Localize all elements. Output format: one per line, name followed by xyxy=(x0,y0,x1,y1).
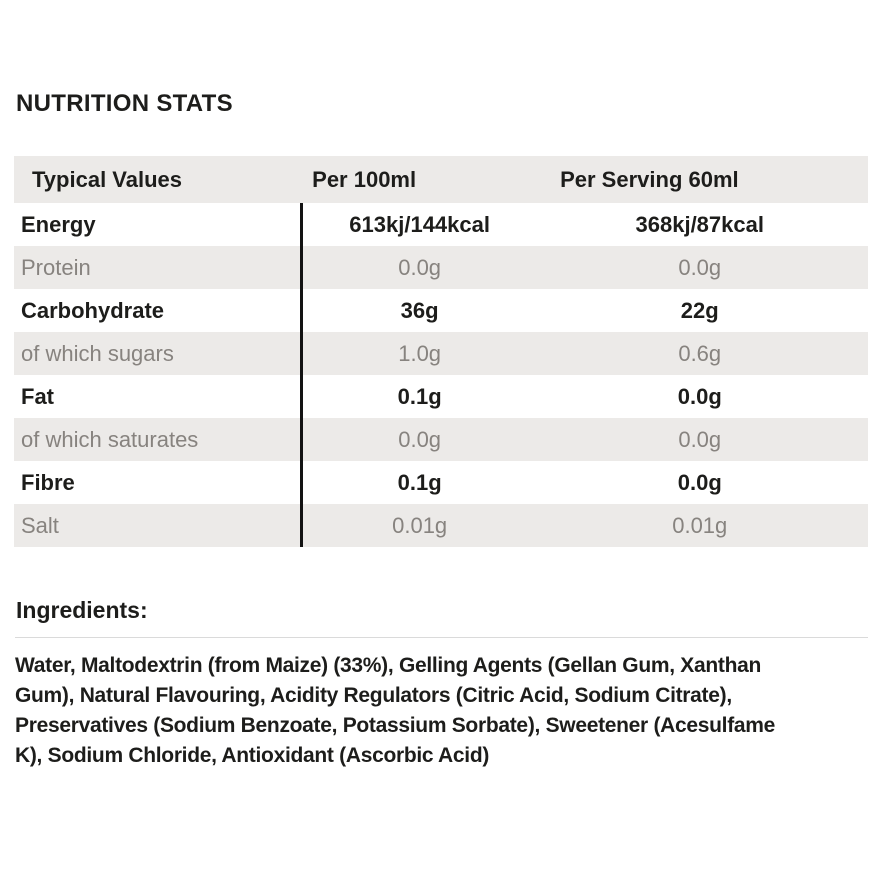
ingredients-heading: Ingredients: xyxy=(16,597,148,623)
row-label: Protein xyxy=(21,255,91,280)
ingredients-text xyxy=(15,651,871,771)
table-row xyxy=(14,289,868,332)
row-value-per-100ml: 0.1g xyxy=(397,384,442,409)
row-value-per-serving: 0.6g xyxy=(678,341,722,366)
row-value-per-100ml: 0.01g xyxy=(392,513,448,538)
nutrition-table xyxy=(14,156,868,547)
ingredients-line: Water, Maltodextrin (from Maize) (33%), Gelling Agents (Gellan Gum, Xanthan xyxy=(15,654,762,677)
table-header-row xyxy=(14,156,868,203)
table-row xyxy=(14,203,868,246)
ingredients-line: Preservatives (Sodium Benzoate, Potassium Sorbate), Sweetener (Acesulfame xyxy=(15,714,776,737)
row-value-per-serving: 0.0g xyxy=(677,470,722,495)
table-row xyxy=(14,418,868,461)
header-per-serving-60ml: Per Serving 60ml xyxy=(560,167,739,192)
row-value-per-100ml: 0.1g xyxy=(397,470,442,495)
row-label: of which saturates xyxy=(21,427,199,452)
column-divider-line xyxy=(300,203,303,547)
header-typical-values: Typical Values xyxy=(32,167,183,192)
row-label: Fat xyxy=(21,384,54,409)
row-value-per-serving: 22g xyxy=(680,298,719,323)
row-label: Energy xyxy=(21,212,96,237)
row-value-per-serving: 0.0g xyxy=(678,255,722,280)
row-label: of which sugars xyxy=(21,341,174,366)
row-label: Fibre xyxy=(21,470,75,495)
row-value-per-serving: 368kj/87kcal xyxy=(635,212,764,237)
ingredients-line: K), Sodium Chloride, Antioxidant (Ascorbic Acid) xyxy=(15,744,490,767)
table-row xyxy=(14,332,868,375)
table-row xyxy=(14,461,868,504)
row-value-per-serving: 0.0g xyxy=(677,384,722,409)
header-per-100ml: Per 100ml xyxy=(312,167,417,192)
row-value-per-100ml: 613kj/144kcal xyxy=(349,212,490,237)
row-label: Salt xyxy=(21,513,59,538)
row-value-per-100ml: 0.0g xyxy=(398,255,442,280)
table-row xyxy=(14,246,868,289)
page-title: NUTRITION STATS xyxy=(16,90,233,117)
row-value-per-serving: 0.0g xyxy=(678,427,722,452)
row-value-per-100ml: 36g xyxy=(400,298,439,323)
table-row xyxy=(14,504,868,547)
ingredients-line: Gum), Natural Flavouring, Acidity Regulators (Citric Acid, Sodium Citrate), xyxy=(15,684,732,707)
row-value-per-100ml: 1.0g xyxy=(398,341,442,366)
table-row xyxy=(14,375,868,418)
row-value-per-serving: 0.01g xyxy=(672,513,728,538)
ingredients-divider-rule xyxy=(15,637,868,638)
row-label: Carbohydrate xyxy=(21,298,165,323)
row-value-per-100ml: 0.0g xyxy=(398,427,442,452)
